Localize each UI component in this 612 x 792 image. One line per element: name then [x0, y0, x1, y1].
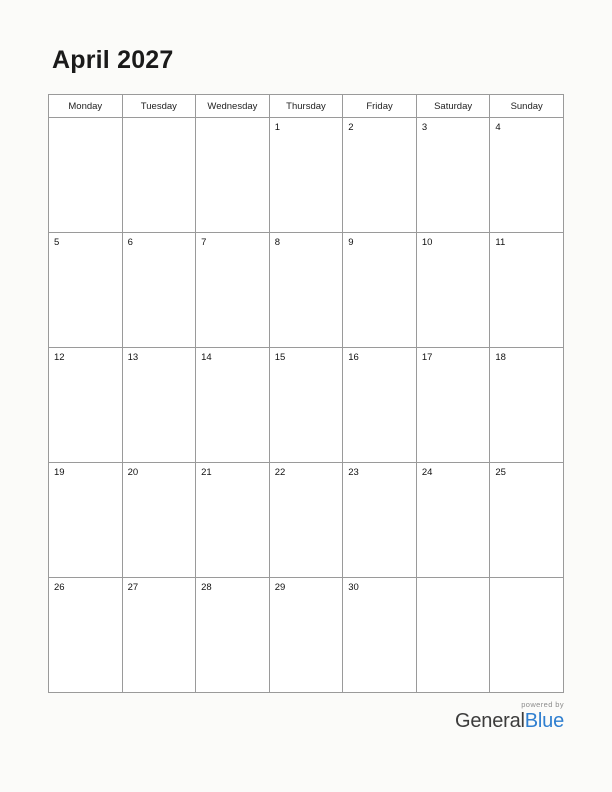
- day-number: 27: [127, 582, 139, 593]
- day-number: 15: [274, 352, 286, 363]
- calendar-day-cell[interactable]: [416, 463, 490, 578]
- day-number: 29: [274, 582, 286, 593]
- day-number: 26: [54, 582, 65, 593]
- weekday-header-monday: Monday: [49, 95, 123, 118]
- weekday-header-thursday: Thursday: [269, 95, 343, 118]
- weekday-header-saturday: Saturday: [416, 95, 490, 118]
- calendar-day-cell[interactable]: [49, 233, 123, 348]
- day-number: 10: [421, 237, 433, 248]
- calendar-day-cell[interactable]: [49, 463, 123, 578]
- calendar-day-cell[interactable]: [196, 233, 270, 348]
- day-number: 20: [127, 467, 139, 478]
- calendar-day-cell[interactable]: [416, 348, 490, 463]
- generalblue-logo[interactable]: [455, 710, 564, 732]
- day-number: 23: [348, 467, 359, 478]
- day-number: 7: [201, 237, 207, 248]
- calendar-day-cell[interactable]: [196, 118, 270, 233]
- calendar-day-cell[interactable]: [416, 233, 490, 348]
- day-number: 22: [274, 467, 286, 478]
- calendar-body: [49, 118, 564, 693]
- calendar-day-cell[interactable]: [122, 578, 196, 693]
- page-title: April 2027: [52, 46, 174, 74]
- calendar-day-cell[interactable]: [343, 233, 417, 348]
- weekday-header-tuesday: Tuesday: [122, 95, 196, 118]
- calendar-header-row-group: [49, 95, 564, 118]
- calendar-day-cell[interactable]: [122, 348, 196, 463]
- footer-branding: [455, 700, 564, 732]
- calendar-day-cell[interactable]: [343, 118, 417, 233]
- day-number: 30: [348, 582, 359, 593]
- calendar-day-cell[interactable]: [49, 348, 123, 463]
- day-number: 19: [54, 467, 65, 478]
- calendar-day-cell[interactable]: [343, 578, 417, 693]
- brand-name-blue: Blue: [524, 710, 564, 732]
- calendar-day-cell[interactable]: [490, 233, 564, 348]
- day-number: 3: [421, 122, 428, 133]
- calendar-day-cell[interactable]: [490, 463, 564, 578]
- day-number: 8: [274, 237, 280, 248]
- calendar-day-cell[interactable]: [122, 118, 196, 233]
- calendar-day-cell[interactable]: [196, 348, 270, 463]
- weekday-header-row: [49, 95, 564, 118]
- day-number: 12: [54, 352, 65, 363]
- day-number: 16: [348, 352, 359, 363]
- day-number: 28: [201, 582, 212, 593]
- day-number: 5: [54, 237, 60, 248]
- calendar-week-row: [49, 118, 564, 233]
- calendar-day-cell[interactable]: [196, 578, 270, 693]
- day-number: 24: [421, 467, 433, 478]
- weekday-header-friday: Friday: [343, 95, 417, 118]
- calendar-day-cell[interactable]: [269, 118, 343, 233]
- day-number: 25: [495, 467, 506, 478]
- calendar-week-row: [49, 348, 564, 463]
- calendar-day-cell[interactable]: [343, 463, 417, 578]
- calendar-day-cell[interactable]: [49, 578, 123, 693]
- month-calendar-table: [48, 94, 564, 693]
- day-number: 11: [495, 237, 506, 248]
- calendar-day-cell[interactable]: [490, 348, 564, 463]
- weekday-header-wednesday: Wednesday: [196, 95, 270, 118]
- day-number: 9: [348, 237, 354, 248]
- day-number: 1: [274, 122, 280, 133]
- day-number: 21: [201, 467, 212, 478]
- calendar-day-cell[interactable]: [269, 578, 343, 693]
- day-number: 14: [201, 352, 212, 363]
- calendar-day-cell[interactable]: [269, 463, 343, 578]
- calendar-day-cell[interactable]: [490, 578, 564, 693]
- day-number: 2: [348, 122, 354, 133]
- weekday-header-sunday: Sunday: [490, 95, 564, 118]
- calendar-day-cell[interactable]: [122, 463, 196, 578]
- calendar-day-cell[interactable]: [269, 233, 343, 348]
- calendar-day-cell[interactable]: [416, 578, 490, 693]
- day-number: 18: [495, 352, 506, 363]
- day-number: 4: [495, 122, 501, 133]
- calendar-day-cell[interactable]: [49, 118, 123, 233]
- day-number: 6: [127, 237, 133, 248]
- calendar-day-cell[interactable]: [343, 348, 417, 463]
- day-number: 17: [421, 352, 433, 363]
- calendar-day-cell[interactable]: [196, 463, 270, 578]
- calendar-day-cell[interactable]: [416, 118, 490, 233]
- calendar-week-row: [49, 233, 564, 348]
- calendar-week-row: [49, 578, 564, 693]
- calendar-day-cell[interactable]: [269, 348, 343, 463]
- powered-by-label: powered by: [521, 700, 564, 709]
- day-number: 13: [127, 352, 139, 363]
- brand-name-general: General: [455, 710, 525, 732]
- calendar-week-row: [49, 463, 564, 578]
- calendar-day-cell[interactable]: [490, 118, 564, 233]
- calendar-day-cell[interactable]: [122, 233, 196, 348]
